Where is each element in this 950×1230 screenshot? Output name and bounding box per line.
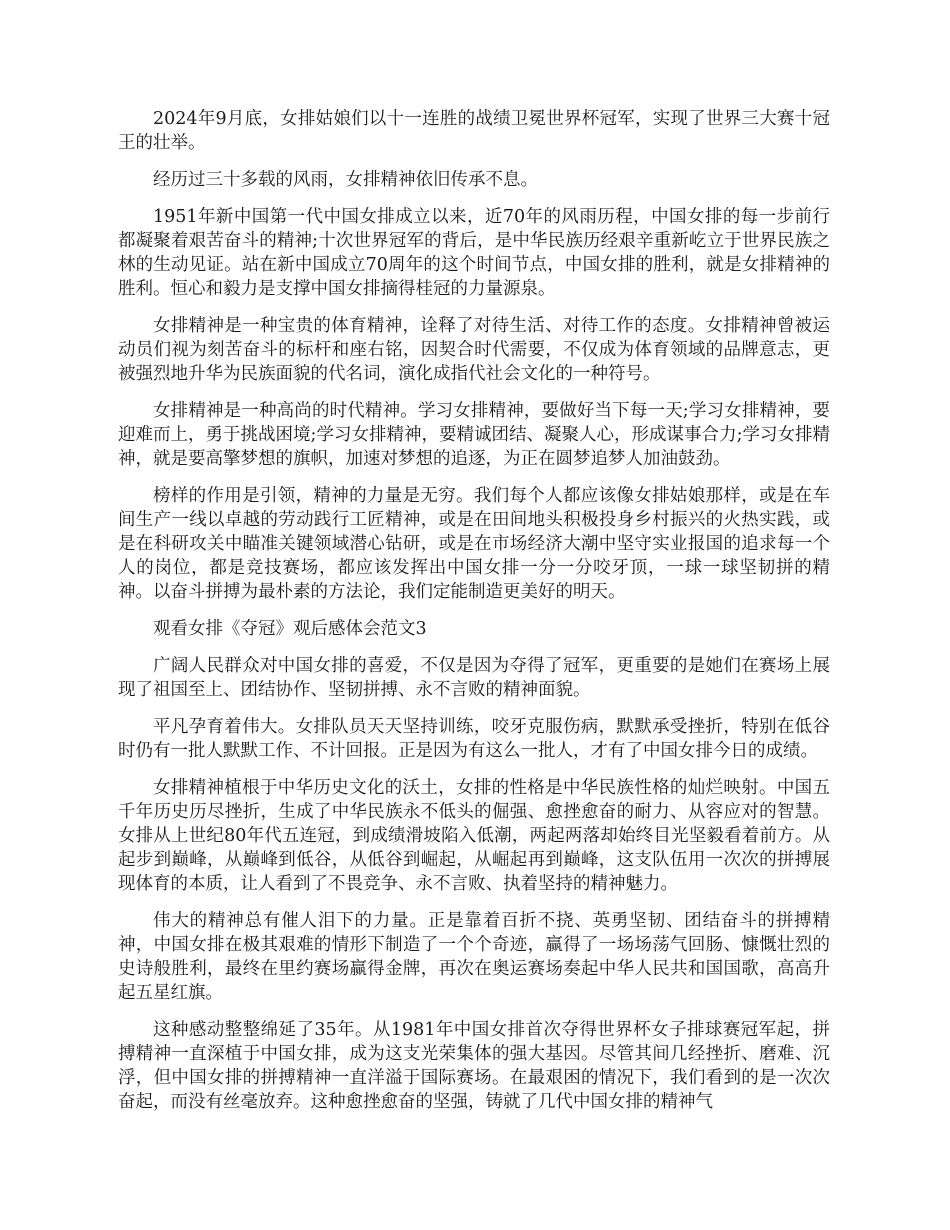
paragraph: 2024年9月底，女排姑娘们以十一连胜的战绩卫冕世界杯冠军，实现了世界三大赛十冠王的壮举。 — [118, 109, 830, 153]
paragraph: 女排精神植根于中华历史文化的沃土，女排的性格是中华民族性格的灿烂映射。中国五千年历史历尽挫折，生成了中华民族永不低头的倔强、愈挫愈奋的耐力、从容应对的智慧。女排从上世纪80年代五连冠，到成绩滑坡陷入低潮，两起两落却始终目光坚毅看着前方。从起步到巅峰，从巅峰到低谷，从低谷到崛起，从崛起再到巅峰，这支队伍用一次次的拼搏展现体育的本质，让人看到了不畏竞争、永不言败、执着坚持的精神魅力。 — [118, 778, 830, 894]
paragraph: 这种感动整整绵延了35年。从1981年中国女排首次夺得世界杯女子排球赛冠军起，拼搏精神一直深植于中国女排，成为这支光荣集体的强大基因。尽管其间几经挫折、磨难、沉浮，但中国女排的拼搏精神一直洋溢于国际赛场。在最艰困的情况下，我们看到的是一次次奋起，而没有丝毫放弃。这种愈挫愈奋的坚强，铸就了几代中国女排的精神气 — [118, 1020, 830, 1112]
paragraph: 经历过三十多载的风雨，女排精神依旧传承不息。 — [153, 170, 538, 190]
paragraph: 榜样的作用是引领，精神的力量是无穷。我们每个人都应该像女排姑娘那样，或是在车间生产一线以卓越的劳动践行工匠精神，或是在田间地头积极投身乡村振兴的火热实践，或是在科研攻关中瞄准关键领域潜心钻研，或是在市场经济大潮中坚守实业报国的追求每一个人的岗位，都是竞技赛场，都应该发挥出中国女排一分一分咬牙顶，一球一球坚韧拼的精神。以奋斗拼搏为最朴素的方法论，我们定能制造更美好的明天。 — [118, 486, 830, 602]
paragraph: 广阔人民群众对中国女排的喜爱，不仅是因为夺得了冠军，更重要的是她们在赛场上展现了祖国至上、团结协作、坚韧拼搏、永不言败的精神面貌。 — [118, 656, 830, 700]
paragraph: 1951年新中国第一代中国女排成立以来，近70年的风雨历程，中国女排的每一步前行都凝聚着艰苦奋斗的精神;十次世界冠军的背后，是中华民族历经艰辛重新屹立于世界民族之林的生动见证。站在新中国成立70周年的这个时间节点，中国女排的胜利，就是女排精神的胜利。恒心和毅力是支撑中国女排摘得桂冠的力量源泉。 — [118, 207, 830, 299]
section-heading: 观看女排《夺冠》观后感体会范文3 — [153, 619, 427, 639]
document-body — [118, 107, 830, 1127]
paragraph: 女排精神是一种高尚的时代精神。学习女排精神，要做好当下每一天;学习女排精神，要迎难而上，勇于挑战困境;学习女排精神，要精诚团结、凝聚人心，形成谋事合力;学习女排精神，就是要高擎梦想的旗帜，加速对梦想的追逐，为正在圆梦追梦人加油鼓劲。 — [118, 401, 830, 469]
paragraph: 伟大的精神总有催人泪下的力量。正是靠着百折不挠、英勇坚韧、团结奋斗的拼搏精神，中国女排在极其艰难的情形下制造了一个个奇迹，赢得了一场场荡气回肠、慷慨壮烈的史诗般胜利，最终在里约赛场赢得金牌，再次在奥运赛场奏起中华人民共和国国歌，高高升起五星红旗。 — [118, 911, 830, 1003]
paragraph: 平凡孕育着伟大。女排队员天天坚持训练，咬牙克服伤病，默默承受挫折，特别在低谷时仍有一批人默默工作、不计回报。正是因为有这么一批人，才有了中国女排今日的成绩。 — [118, 717, 830, 761]
paragraph: 女排精神是一种宝贵的体育精神，诠释了对待生活、对待工作的态度。女排精神曾被运动员们视为刻苦奋斗的标杆和座右铭，因契合时代需要，不仅成为体育领域的品牌意志，更被强烈地升华为民族面貌的代名词，演化成指代社会文化的一种符号。 — [118, 316, 830, 384]
